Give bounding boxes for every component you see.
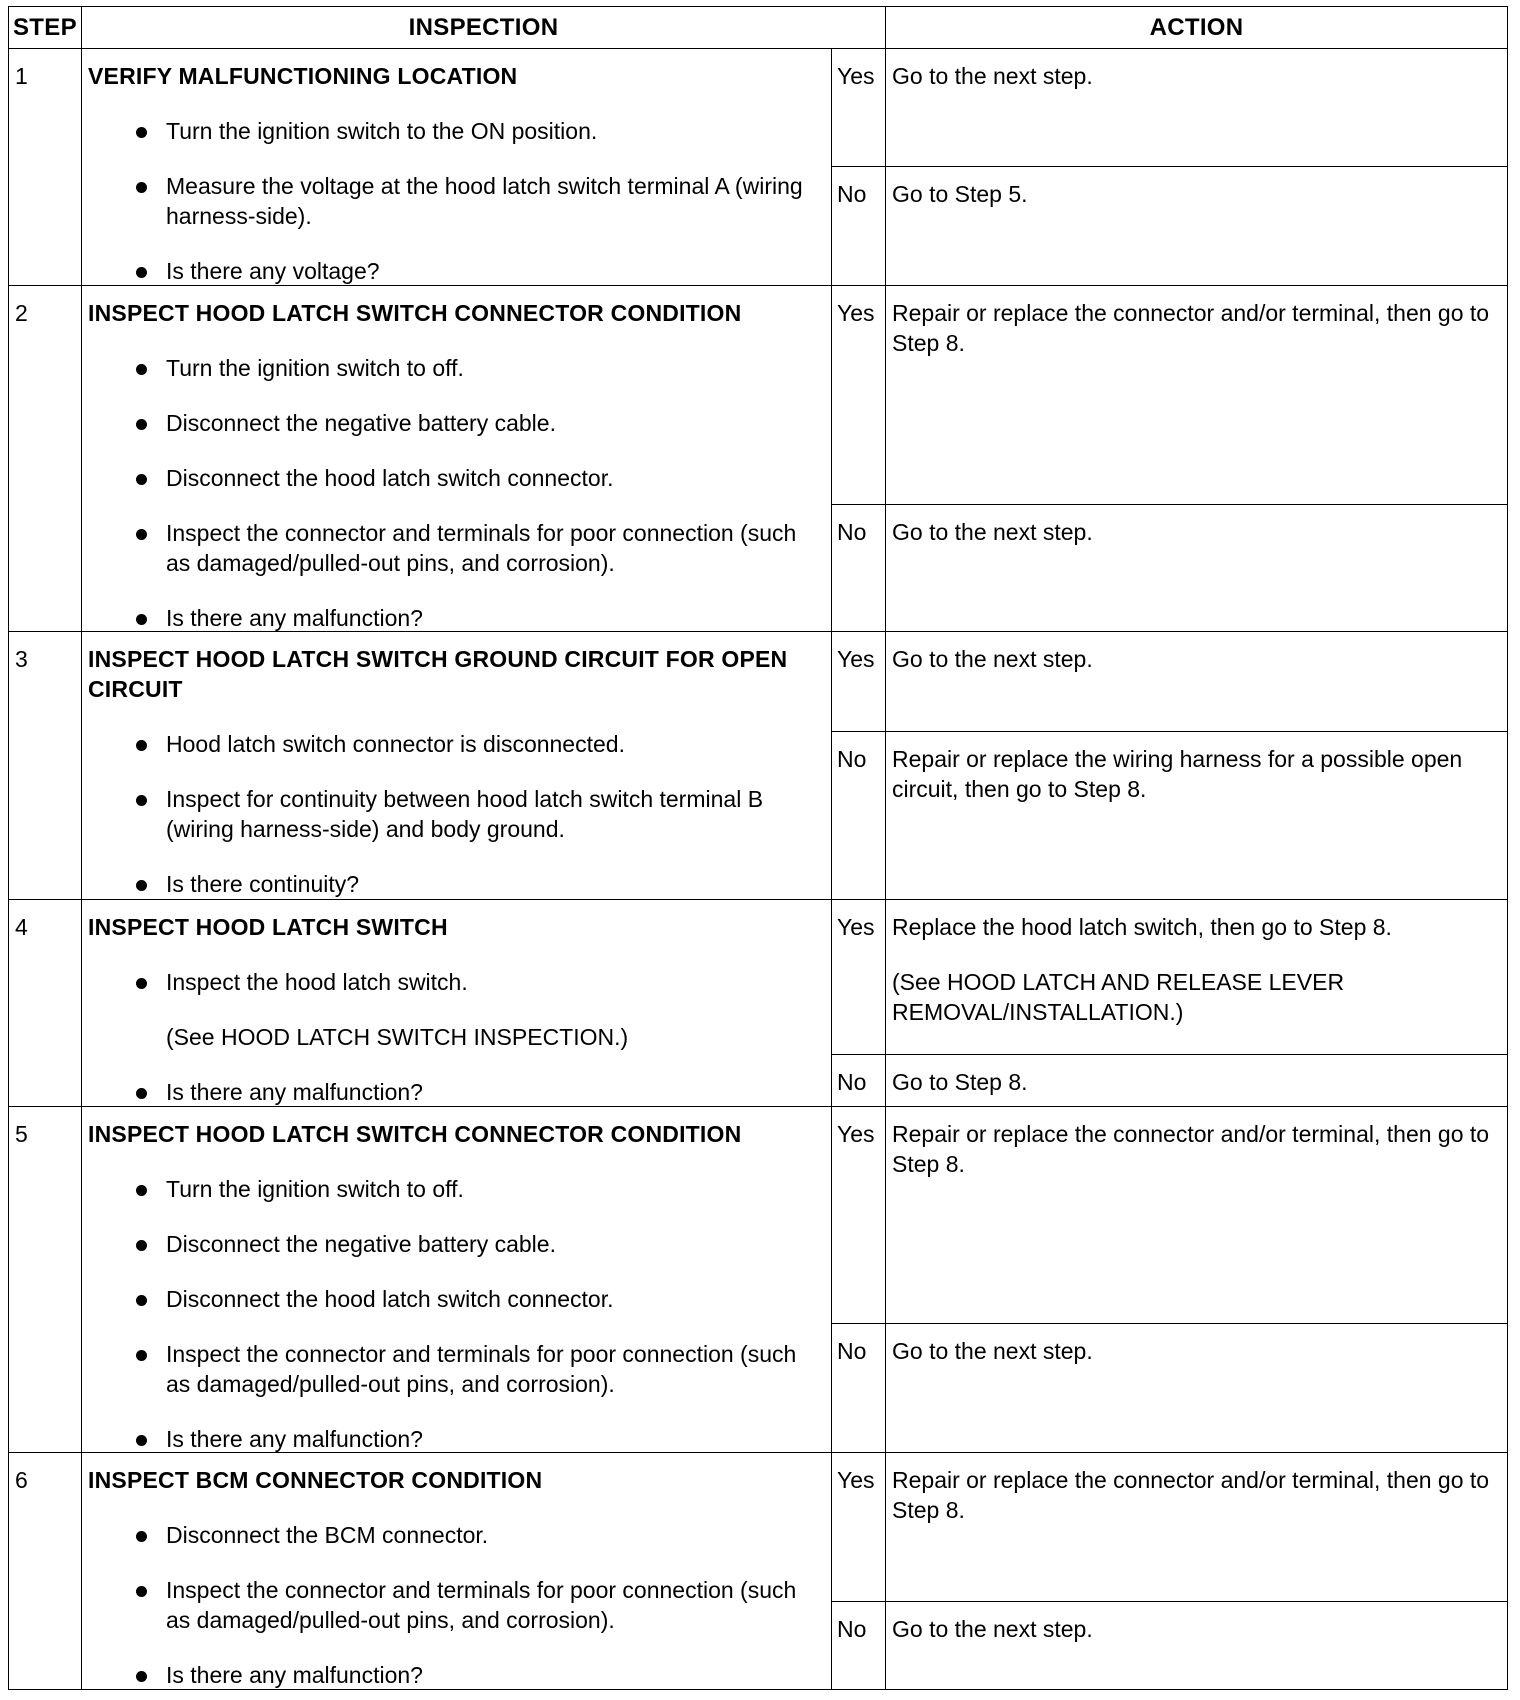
- inspection-item: Inspect the connector and terminals for poor connection (such as damaged/pulled-out pins, and corrosion).: [88, 1339, 825, 1399]
- action-text: Replace the hood latch switch, then go to Step 8.: [892, 914, 1392, 940]
- no-action: [885, 1054, 1508, 1107]
- yes-label: Yes: [831, 1106, 886, 1324]
- step-title: INSPECT HOOD LATCH SWITCH GROUND CIRCUIT FOR OPEN CIRCUIT: [88, 646, 788, 702]
- reference-note: (See HOOD LATCH SWITCH INSPECTION.): [166, 1024, 629, 1050]
- inspection-item: Disconnect the hood latch switch connector.: [88, 463, 825, 493]
- yes-action: [885, 631, 1508, 732]
- step-number: 4: [8, 899, 82, 1107]
- inspection-table: [8, 6, 1508, 1690]
- yes-action: [885, 899, 1508, 1055]
- yes-label: Yes: [831, 899, 886, 1055]
- header-action: ACTION: [885, 6, 1508, 49]
- action-text: Repair or replace the connector and/or terminal, then go to Step 8.: [892, 1121, 1490, 1177]
- action-text: Go to Step 8.: [892, 1069, 1028, 1095]
- inspection-item: Is there continuity?: [88, 869, 825, 899]
- inspection-item: Is there any malfunction?: [88, 603, 825, 633]
- header-step: STEP: [8, 6, 82, 49]
- inspection-cell: [81, 1452, 832, 1690]
- inspection-item: Inspect the connector and terminals for poor connection (such as damaged/pulled-out pins, and corrosion).: [88, 1575, 825, 1635]
- no-action: [885, 504, 1508, 632]
- no-action: [885, 1601, 1508, 1690]
- step-title: INSPECT HOOD LATCH SWITCH: [88, 914, 448, 940]
- inspection-cell: [81, 285, 832, 632]
- inspection-item: Is there any malfunction?: [88, 1660, 825, 1690]
- no-label: No: [831, 504, 886, 632]
- yes-action: [885, 48, 1508, 167]
- action-text: Repair or replace the connector and/or terminal, then go to Step 8.: [892, 300, 1490, 356]
- inspection-item: Turn the ignition switch to off.: [88, 353, 825, 383]
- action-text: Go to the next step.: [892, 63, 1093, 89]
- inspection-item: Disconnect the negative battery cable.: [88, 1229, 825, 1259]
- inspection-cell: [81, 899, 832, 1107]
- step-number: 1: [8, 48, 82, 286]
- yes-label: Yes: [831, 1452, 886, 1602]
- inspection-item: Is there any malfunction?: [88, 1077, 825, 1107]
- inspection-cell: [81, 1106, 832, 1453]
- step-title: VERIFY MALFUNCTIONING LOCATION: [88, 63, 518, 89]
- step-title: INSPECT HOOD LATCH SWITCH CONNECTOR CONDITION: [88, 300, 742, 326]
- inspection-cell: [81, 631, 832, 900]
- inspection-item: Measure the voltage at the hood latch switch terminal A (wiring harness-side).: [88, 171, 825, 231]
- inspection-item: Inspect the hood latch switch.: [88, 967, 825, 997]
- yes-label: Yes: [831, 285, 886, 505]
- no-label: No: [831, 731, 886, 900]
- header-inspection: INSPECTION: [81, 6, 886, 49]
- action-text: Go to the next step.: [892, 1338, 1093, 1364]
- inspection-item: Is there any voltage?: [88, 256, 825, 286]
- action-text: Go to the next step.: [892, 646, 1093, 672]
- inspection-item: Hood latch switch connector is disconnected.: [88, 729, 825, 759]
- no-label: No: [831, 1323, 886, 1453]
- inspection-item: Inspect the connector and terminals for poor connection (such as damaged/pulled-out pins, and corrosion).: [88, 518, 825, 578]
- yes-action: [885, 1106, 1508, 1324]
- action-text: Go to the next step.: [892, 1616, 1093, 1642]
- inspection-item: Disconnect the BCM connector.: [88, 1520, 825, 1550]
- step-number: 5: [8, 1106, 82, 1453]
- no-action: [885, 166, 1508, 286]
- step-title: INSPECT BCM CONNECTOR CONDITION: [88, 1467, 543, 1493]
- yes-label: Yes: [831, 631, 886, 732]
- yes-label: Yes: [831, 48, 886, 167]
- reference-note: (See HOOD LATCH AND RELEASE LEVER REMOVAL/INSTALLATION.): [892, 969, 1345, 1025]
- inspection-item: Is there any malfunction?: [88, 1424, 825, 1454]
- yes-action: [885, 285, 1508, 505]
- inspection-item: Inspect for continuity between hood latch switch terminal B (wiring harness-side) and body ground.: [88, 784, 825, 844]
- step-number: 3: [8, 631, 82, 900]
- action-text: Go to Step 5.: [892, 181, 1028, 207]
- step-number: 2: [8, 285, 82, 632]
- action-text: Go to the next step.: [892, 519, 1093, 545]
- no-label: No: [831, 166, 886, 286]
- step-title: INSPECT HOOD LATCH SWITCH CONNECTOR CONDITION: [88, 1121, 742, 1147]
- step-number: 6: [8, 1452, 82, 1690]
- yes-action: [885, 1452, 1508, 1602]
- inspection-item: Turn the ignition switch to off.: [88, 1174, 825, 1204]
- inspection-cell: [81, 48, 832, 286]
- inspection-item: Turn the ignition switch to the ON position.: [88, 116, 825, 146]
- no-action: [885, 1323, 1508, 1453]
- inspection-item: Disconnect the negative battery cable.: [88, 408, 825, 438]
- action-text: Repair or replace the connector and/or terminal, then go to Step 8.: [892, 1467, 1490, 1523]
- no-label: No: [831, 1601, 886, 1690]
- action-text: Repair or replace the wiring harness for a possible open circuit, then go to Step 8.: [892, 746, 1463, 802]
- inspection-item: Disconnect the hood latch switch connector.: [88, 1284, 825, 1314]
- no-label: No: [831, 1054, 886, 1107]
- no-action: [885, 731, 1508, 900]
